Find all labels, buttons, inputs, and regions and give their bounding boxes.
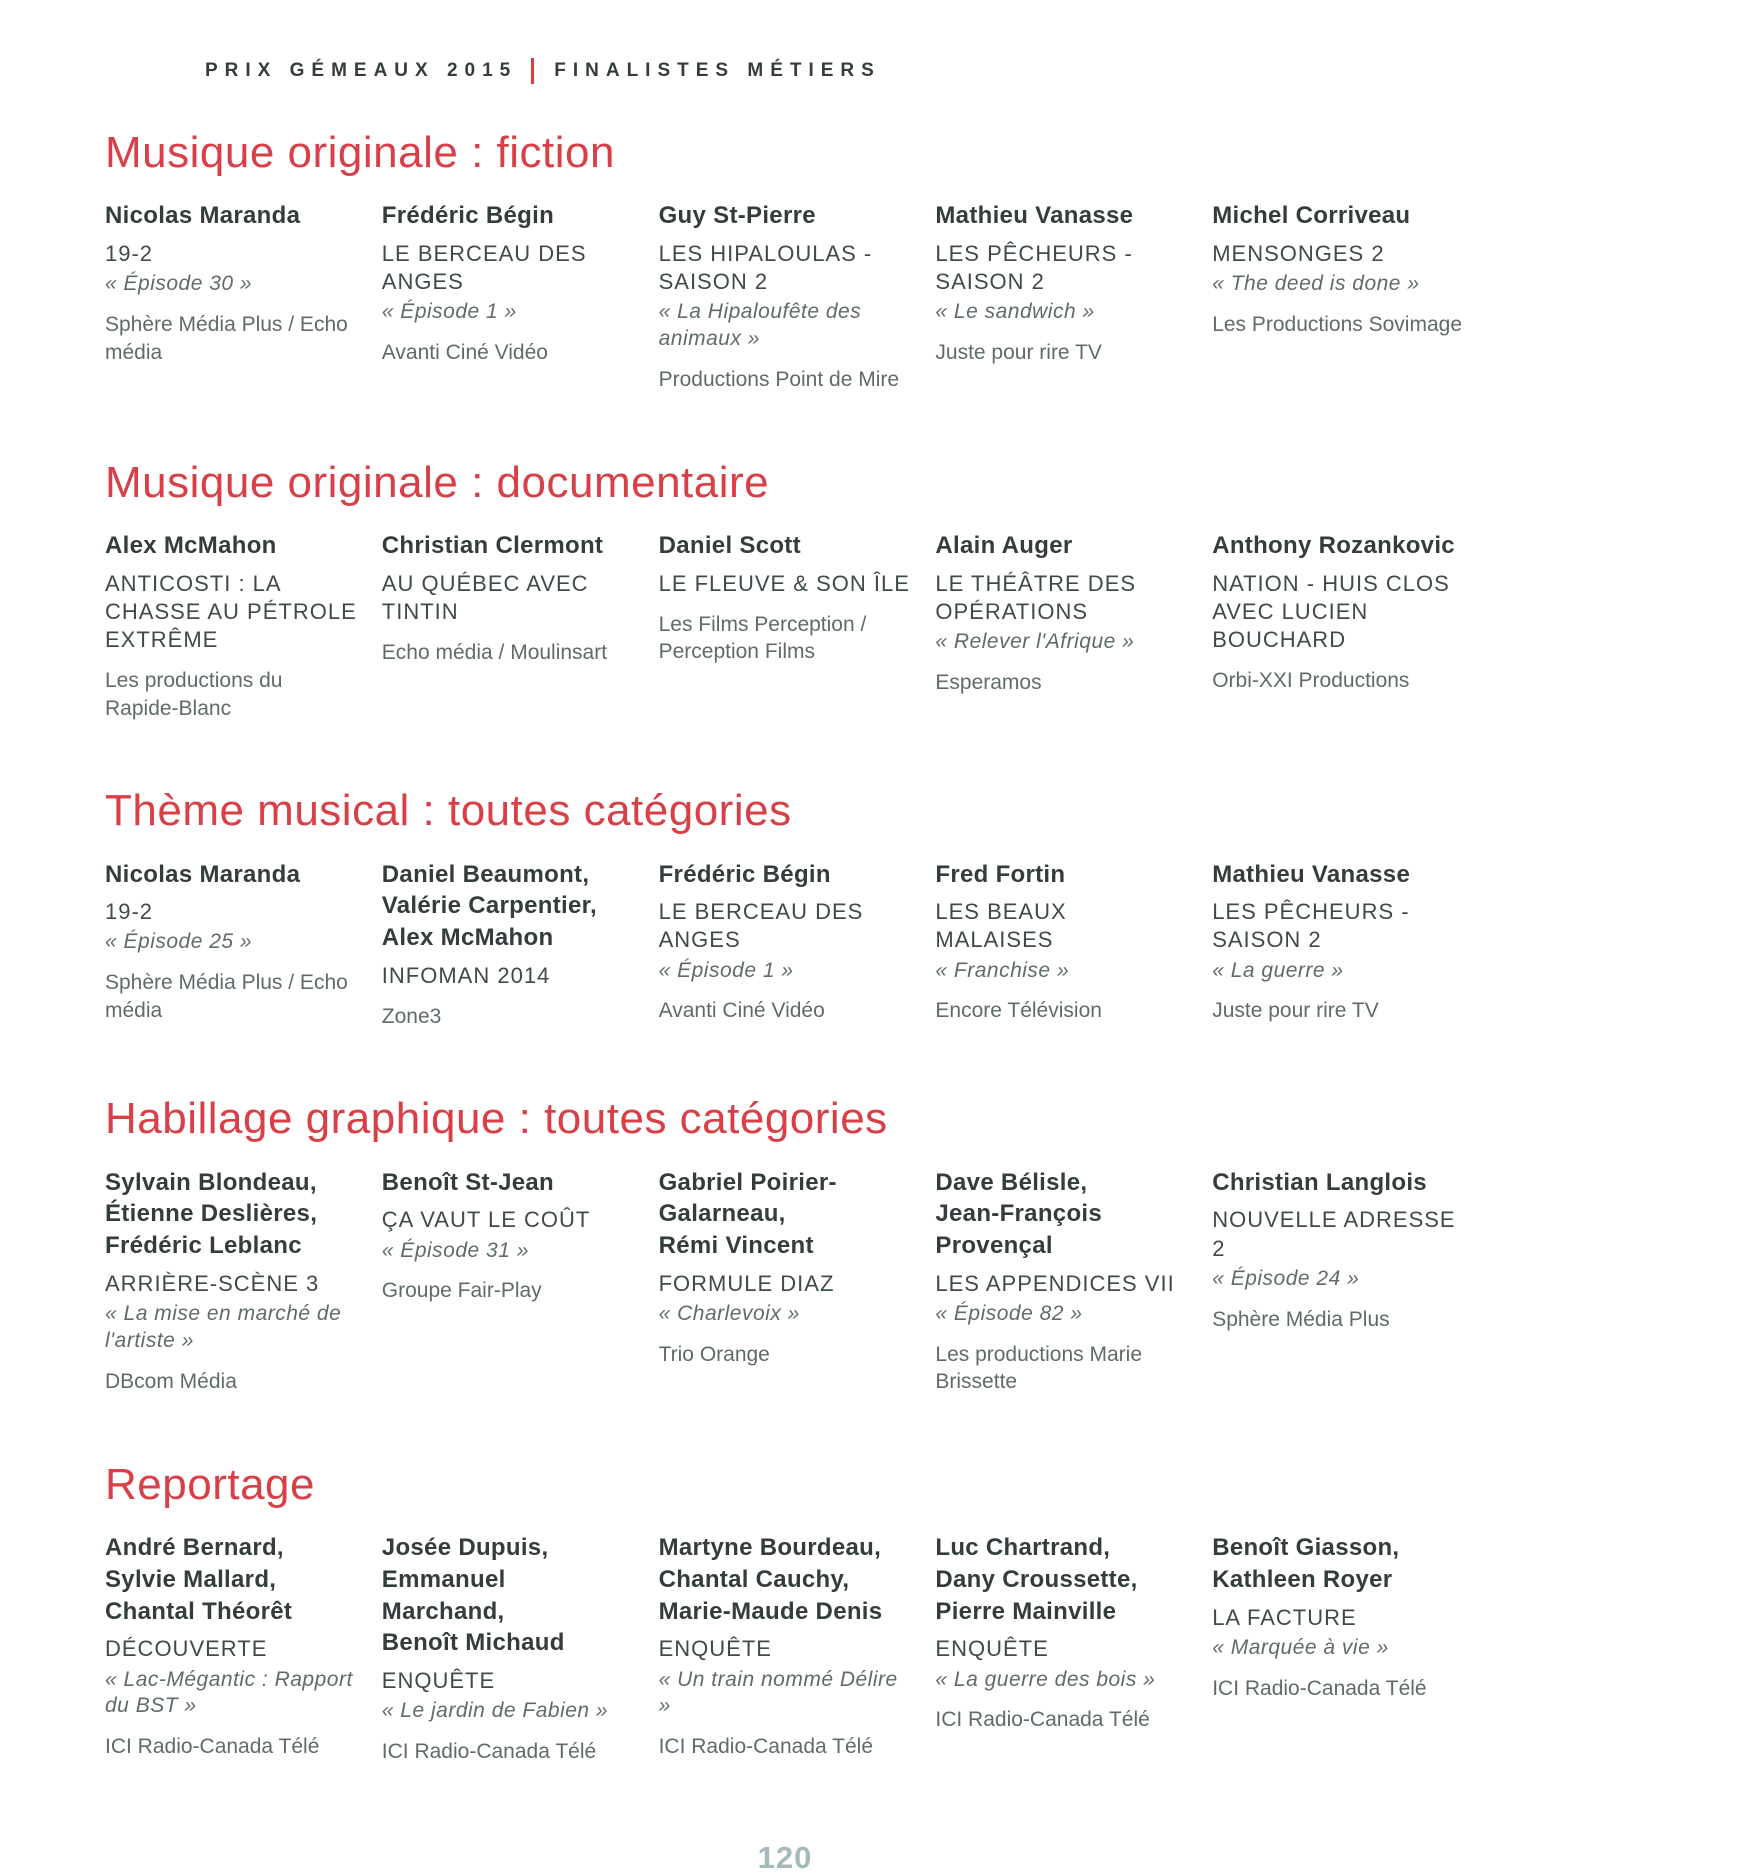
finalist-names — [105, 859, 358, 891]
production-company: Avanti Ciné Vidéo — [381, 341, 548, 365]
finalist-name-line: Christian Clermont — [381, 531, 604, 559]
finalist-name-line: Valérie Carpentier, — [381, 892, 597, 920]
show-title: NATION - HUIS CLOS AVEC LUCIEN BOUCHARD — [1212, 570, 1450, 652]
finalist-names — [382, 1532, 635, 1659]
episode-title: « La Hipaloufête des animaux » — [658, 300, 862, 351]
finalist-name-line: Fred Fortin — [935, 860, 1066, 888]
finalist-entry — [659, 859, 912, 1026]
show-title: AU QUÉBEC AVEC TINTIN — [381, 570, 589, 624]
finalist-name-line: Benoît Giasson, — [1212, 1534, 1400, 1562]
show-title: ÇA VAUT LE COÛT — [381, 1207, 591, 1233]
finalist-entry — [659, 200, 912, 393]
finalist-names — [382, 859, 635, 954]
production-company: Sphère Média Plus / Echo média — [105, 971, 348, 1023]
episode-title: « La guerre » — [1212, 958, 1344, 982]
episode-title: « Le jardin de Fabien » — [381, 1699, 609, 1723]
category-title: Reportage — [105, 1460, 315, 1510]
finalists-grid — [105, 1167, 1465, 1396]
show-title: LES HIPALOULAS - SAISON 2 — [658, 240, 873, 295]
production-company: DBcom Média — [105, 1369, 237, 1393]
category-title: Thème musical : toutes catégories — [105, 786, 792, 836]
finalist-entry — [1212, 530, 1465, 695]
production-company: Juste pour rire TV — [935, 341, 1102, 365]
finalist-name-line: Frédéric Bégin — [381, 202, 555, 230]
production-company: Avanti Ciné Vidéo — [658, 999, 825, 1023]
episode-title: « Relever l'Afrique » — [935, 629, 1135, 653]
finalist-name-line: Chantal Théorêt — [105, 1597, 293, 1625]
episode-title: « Un train nommé Délire » — [658, 1667, 898, 1718]
show-title: ENQUÊTE — [935, 1636, 1049, 1662]
finalist-names — [659, 530, 912, 562]
finalist-entry — [935, 200, 1188, 367]
finalist-name-line: Gabriel Poirier-Galarneau, — [658, 1168, 837, 1228]
show-title: INFOMAN 2014 — [381, 962, 551, 988]
episode-title: « Lac-Mégantic : Rapport du BST » — [105, 1667, 353, 1718]
show-title: LES PÊCHEURS - SAISON 2 — [935, 240, 1133, 295]
finalist-name-line: Martyne Bourdeau, — [658, 1534, 882, 1562]
episode-title: « Épisode 1 » — [381, 300, 517, 324]
production-company: Les Films Perception / Perception Films — [658, 612, 867, 664]
episode-title: « Épisode 30 » — [105, 272, 253, 296]
finalist-entry — [105, 1532, 358, 1761]
finalist-names — [659, 1532, 912, 1627]
production-company: Trio Orange — [658, 1342, 770, 1366]
finalist-entry — [659, 530, 912, 666]
production-company: Sphère Média Plus / Echo média — [105, 312, 348, 364]
finalist-name-line: Alex McMahon — [381, 923, 554, 951]
episode-title: « Franchise » — [935, 958, 1070, 982]
finalist-name-line: Christian Langlois — [1212, 1168, 1427, 1196]
episode-title: « Épisode 82 » — [935, 1301, 1083, 1325]
production-company: Groupe Fair-Play — [381, 1279, 542, 1303]
finalist-names — [935, 1532, 1188, 1627]
finalist-entry — [382, 859, 635, 1031]
episode-title: « La guerre des bois » — [935, 1667, 1156, 1691]
finalist-name-line: Alex McMahon — [105, 531, 277, 559]
finalist-entry — [105, 859, 358, 1025]
finalist-name-line: Étienne Deslières, — [105, 1200, 318, 1228]
show-title: 19-2 — [105, 240, 154, 266]
show-title: NOUVELLE ADRESSE 2 — [1212, 1207, 1456, 1261]
finalist-name-line: Jean-François Provençal — [935, 1200, 1103, 1260]
header-divider — [531, 58, 534, 84]
finalist-names — [659, 859, 912, 891]
finalist-entry — [935, 859, 1188, 1026]
finalist-name-line: Dave Bélisle, — [935, 1168, 1088, 1196]
finalist-name-line: Michel Corriveau — [1212, 202, 1411, 230]
finalist-entry — [105, 1167, 358, 1396]
finalist-names — [105, 1167, 358, 1262]
category-section — [105, 1096, 1465, 1396]
show-title: DÉCOUVERTE — [105, 1636, 268, 1662]
finalist-entry — [382, 530, 635, 667]
production-company: Esperamos — [935, 670, 1042, 694]
show-title: ARRIÈRE-SCÈNE 3 — [105, 1270, 320, 1296]
show-title: LE BERCEAU DES ANGES — [658, 899, 864, 953]
production-company: ICI Radio-Canada Télé — [935, 1708, 1150, 1732]
finalist-name-line: Rémi Vincent — [658, 1232, 814, 1260]
category-section — [105, 457, 1465, 723]
production-company: ICI Radio-Canada Télé — [1212, 1676, 1427, 1700]
page — [105, 0, 1465, 1876]
episode-title: « Épisode 1 » — [658, 958, 794, 982]
finalist-entry — [105, 200, 358, 366]
show-title: FORMULE DIAZ — [658, 1270, 835, 1296]
finalist-name-line: Daniel Beaumont, — [381, 860, 590, 888]
finalist-name-line: Pierre Mainville — [935, 1597, 1117, 1625]
production-company: Les productions du Rapide-Blanc — [105, 668, 283, 720]
finalist-name-line: Daniel Scott — [658, 531, 801, 559]
finalist-entry — [1212, 1167, 1465, 1334]
finalist-entry — [1212, 1532, 1465, 1702]
finalist-entry — [659, 1167, 912, 1369]
episode-title: « La mise en marché de l'artiste » — [105, 1301, 342, 1352]
finalist-name-line: Luc Chartrand, — [935, 1534, 1111, 1562]
show-title: ENQUÊTE — [381, 1668, 496, 1694]
header-section-title: FINALISTES MÉTIERS — [554, 60, 881, 81]
finalist-name-line: Josée Dupuis, — [381, 1534, 549, 1562]
finalist-name-line: Mathieu Vanasse — [1212, 860, 1411, 888]
finalist-name-line: Anthony Rozankovic — [1212, 531, 1455, 559]
finalist-entry — [1212, 859, 1465, 1026]
finalist-names — [1212, 200, 1465, 232]
finalist-name-line: Frédéric Leblanc — [105, 1232, 302, 1260]
finalist-names — [382, 200, 635, 232]
category-section — [105, 1462, 1465, 1766]
episode-title: « Le sandwich » — [935, 300, 1095, 324]
finalist-name-line: Guy St-Pierre — [658, 202, 816, 230]
finalist-name-line: Marie-Maude Denis — [658, 1597, 883, 1625]
episode-title: « Épisode 25 » — [105, 930, 253, 954]
production-company: Encore Télévision — [935, 999, 1102, 1023]
finalist-names — [935, 530, 1188, 562]
finalist-name-line: André Bernard, — [105, 1534, 284, 1562]
finalist-names — [659, 1167, 912, 1262]
finalist-entry — [382, 1167, 635, 1305]
header-award-title: PRIX GÉMEAUX 2015 — [205, 60, 518, 81]
episode-title: « Marquée à vie » — [1212, 1635, 1389, 1659]
sections-root — [105, 130, 1465, 1766]
show-title: ENQUÊTE — [658, 1636, 772, 1662]
finalist-name-line: Nicolas Maranda — [105, 860, 301, 888]
finalist-names — [105, 530, 358, 562]
finalists-grid — [105, 859, 1465, 1031]
category-title: Habillage graphique : toutes catégories — [105, 1094, 888, 1144]
show-title: LES BEAUX MALAISES — [935, 899, 1067, 953]
finalist-name-line: Nicolas Maranda — [105, 202, 301, 230]
finalist-names — [1212, 1532, 1465, 1595]
episode-title: « The deed is done » — [1212, 272, 1420, 296]
production-company: ICI Radio-Canada Télé — [381, 1740, 597, 1764]
category-title: Musique originale : fiction — [105, 128, 615, 177]
finalist-names — [935, 859, 1188, 891]
finalist-name-line: Frédéric Bégin — [658, 860, 831, 888]
finalist-names — [1212, 530, 1465, 562]
episode-title: « Épisode 24 » — [1212, 1266, 1360, 1290]
finalist-entry — [659, 1532, 912, 1761]
finalist-names — [935, 1167, 1188, 1262]
finalist-names — [382, 530, 635, 562]
finalist-entry — [935, 1167, 1188, 1396]
document-header — [205, 58, 1465, 84]
show-title: LA FACTURE — [1212, 1604, 1357, 1630]
category-title: Musique originale : documentaire — [105, 457, 770, 507]
show-title: ANTICOSTI : LA CHASSE AU PÉTROLE EXTRÊME — [105, 570, 357, 652]
finalist-names — [105, 1532, 358, 1627]
finalist-name-line: Emmanuel Marchand, — [381, 1566, 506, 1625]
category-section — [105, 788, 1465, 1030]
show-title: LE THÉÂTRE DES OPÉRATIONS — [935, 570, 1137, 624]
finalist-entry — [1212, 200, 1465, 338]
finalist-names — [935, 200, 1188, 232]
finalists-grid — [105, 1532, 1465, 1765]
show-title: MENSONGES 2 — [1212, 240, 1385, 266]
finalist-name-line: Sylvain Blondeau, — [105, 1168, 317, 1196]
finalist-names — [1212, 859, 1465, 891]
finalist-name-line: Sylvie Mallard, — [105, 1566, 277, 1594]
show-title: LES APPENDICES VII — [935, 1270, 1175, 1296]
production-company: ICI Radio-Canada Télé — [658, 1735, 873, 1759]
finalist-names — [659, 200, 912, 232]
finalist-name-line: Benoît Michaud — [381, 1629, 565, 1657]
production-company: Sphère Média Plus — [1212, 1307, 1390, 1331]
production-company: Orbi-XXI Productions — [1212, 668, 1410, 692]
show-title: LE FLEUVE & SON ÎLE — [658, 570, 910, 596]
show-title: LE BERCEAU DES ANGES — [381, 240, 587, 295]
finalist-name-line: Kathleen Royer — [1212, 1566, 1393, 1594]
finalists-grid — [105, 200, 1465, 393]
category-section — [105, 130, 1465, 394]
finalist-name-line: Chantal Cauchy, — [658, 1566, 850, 1594]
finalist-entry — [935, 530, 1188, 697]
production-company: Productions Point de Mire — [658, 367, 900, 391]
finalist-entry — [935, 1532, 1188, 1734]
finalist-names — [1212, 1167, 1465, 1199]
finalist-name-line: Benoît St-Jean — [381, 1168, 555, 1196]
show-title: LES PÊCHEURS - SAISON 2 — [1212, 899, 1410, 953]
finalists-grid — [105, 530, 1465, 723]
finalist-entry — [105, 530, 358, 723]
finalist-names — [382, 1167, 635, 1199]
episode-title: « Épisode 31 » — [381, 1238, 529, 1262]
finalist-entry — [382, 1532, 635, 1765]
finalist-name-line: Alain Auger — [935, 531, 1073, 559]
show-title: 19-2 — [105, 899, 154, 925]
production-company: Juste pour rire TV — [1212, 999, 1379, 1023]
production-company: Echo média / Moulinsart — [381, 640, 608, 664]
finalist-name-line: Mathieu Vanasse — [935, 202, 1134, 230]
episode-title: « Charlevoix » — [658, 1301, 800, 1325]
finalist-names — [105, 200, 358, 232]
finalist-entry — [382, 200, 635, 367]
finalist-name-line: Dany Croussette, — [935, 1566, 1138, 1594]
production-company: Zone3 — [381, 1004, 442, 1028]
production-company: Les productions Marie Brissette — [935, 1342, 1142, 1394]
production-company: Les Productions Sovimage — [1212, 312, 1462, 336]
page-number: 120 — [757, 1839, 813, 1875]
production-company: ICI Radio-Canada Télé — [105, 1735, 320, 1759]
